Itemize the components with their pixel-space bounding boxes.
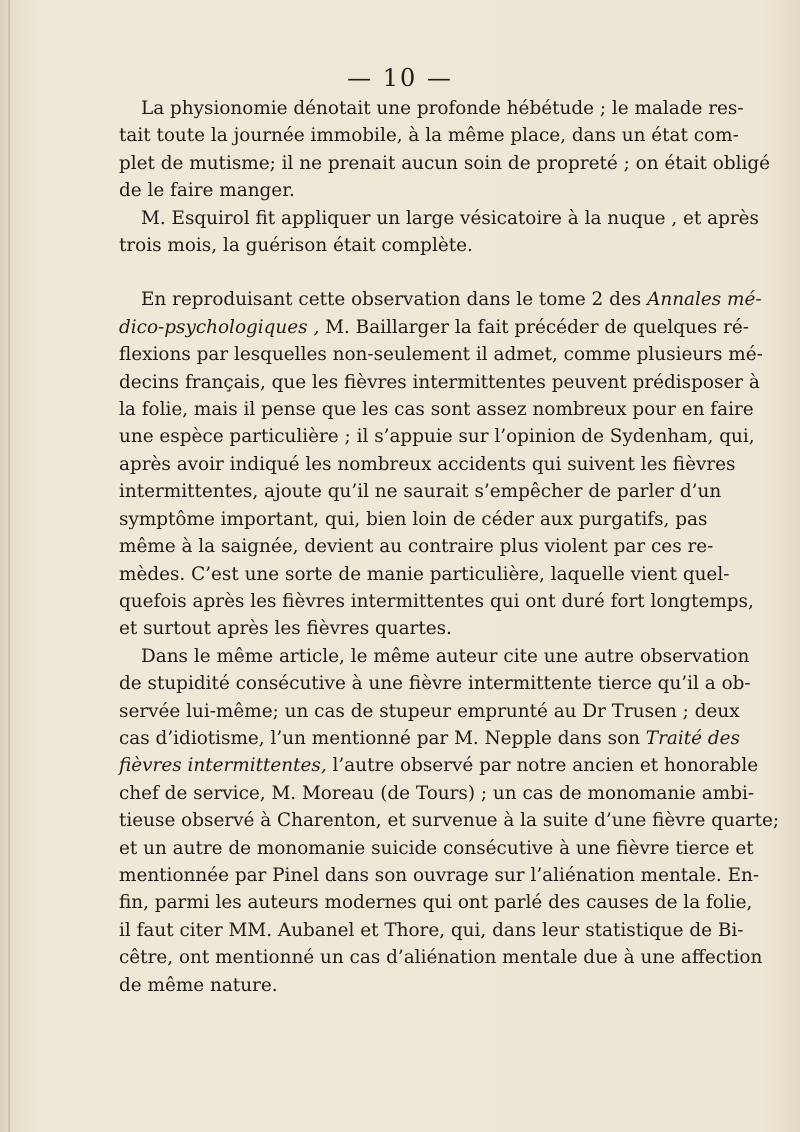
text-line: trois mois, la guérison était complète. [119, 235, 473, 257]
paragraph-2 [119, 205, 759, 260]
text-segment: En reproduisant cette observation dans le tome 2 des [141, 289, 642, 311]
text-segment: cas d’idiotisme, l’un mentionné par M. Nepple dans son [119, 727, 640, 749]
book-title-part-1: Traité des [645, 727, 740, 749]
text-line: mentionnée par Pinel dans son ouvrage sur l’aliénation mentale. En- [119, 864, 760, 886]
text-line: flexions par lesquelles non-seulement il admet, comme plusieurs mé- [119, 344, 763, 366]
text-line: une espèce particulière ; il s’appuie sur l’opinion de Sydenham, qui, [119, 426, 755, 448]
text-line: tait toute la journée immobile, à la même place, dans un état com- [119, 125, 739, 147]
text-line [119, 725, 740, 752]
text-line: de stupidité consécutive à une fièvre intermittente tierce qu’il a ob- [119, 673, 751, 695]
text-line: quefois après les fièvres intermittentes qui ont duré fort longtemps, [119, 590, 754, 612]
text-line: et surtout après les fièvres quartes. [119, 618, 452, 640]
text-line: la folie, mais il pense que les cas sont assez nombreux pour en faire [119, 399, 754, 421]
text-line: tieuse observé à Charenton, et survenue à la suite d’une fièvre quarte; [119, 810, 780, 832]
paragraph-3 [119, 286, 763, 642]
text-line: intermittentes, ajoute qu’il ne saurait s’empêcher de parler d’un [119, 481, 722, 503]
text-line [119, 286, 762, 313]
text-line: il faut citer MM. Aubanel et Thore, qui, dans leur statistique de Bi- [119, 919, 744, 941]
binding-gutter [8, 0, 10, 1132]
text-line: après avoir indiqué les nombreux accidents qui suivent les fièvres [119, 453, 736, 475]
text-line: Dans le même article, le même auteur cite une autre observation [141, 645, 750, 667]
text-line: et un autre de monomanie suicide consécutive à une fièvre tierce et [119, 837, 754, 859]
text-line: même à la saignée, devient au contraire plus violent par ces re- [119, 536, 714, 558]
text-line: fin, parmi les auteurs modernes qui ont parlé des causes de la folie, [119, 892, 753, 914]
book-title-part-2: fièvres intermittentes, [119, 755, 327, 777]
text-line [119, 314, 749, 341]
text-line: mèdes. C’est une sorte de manie particulière, laquelle vient quel- [119, 563, 730, 585]
paragraph-4 [119, 643, 780, 999]
page-number: — 10 — [347, 64, 453, 92]
journal-title-part-1: Annales mé- [647, 289, 762, 311]
journal-title-part-2: dico-psychologiques , [119, 316, 320, 338]
text-line: de le faire manger. [119, 180, 295, 202]
text-segment: l’autre observé par notre ancien et honorable [332, 755, 759, 777]
text-line: de même nature. [119, 974, 278, 996]
paragraph-1 [119, 95, 771, 205]
text-segment: M. Baillarger la fait précéder de quelques ré- [325, 316, 749, 338]
text-line: plet de mutisme; il ne prenait aucun soin de propreté ; on était obligé [119, 152, 771, 174]
text-line: La physionomie dénotait une profonde hébétude ; le malade res- [141, 98, 744, 119]
text-line: cêtre, ont mentionné un cas d’aliénation mentale due à une affection [119, 947, 763, 969]
text-line: servée lui-même; un cas de stupeur emprunté au Dr Trusen ; deux [119, 700, 740, 722]
text-line [119, 752, 759, 779]
body-text [119, 95, 780, 999]
text-line: symptôme important, qui, bien loin de céder aux purgatifs, pas [119, 508, 708, 530]
text-line: decins français, que les fièvres intermittentes peuvent prédisposer à [119, 371, 760, 393]
text-line: chef de service, M. Moreau (de Tours) ; un cas de monomanie ambi- [119, 782, 755, 804]
text-line: M. Esquirol fit appliquer un large vésicatoire à la nuque , et après [141, 207, 759, 229]
